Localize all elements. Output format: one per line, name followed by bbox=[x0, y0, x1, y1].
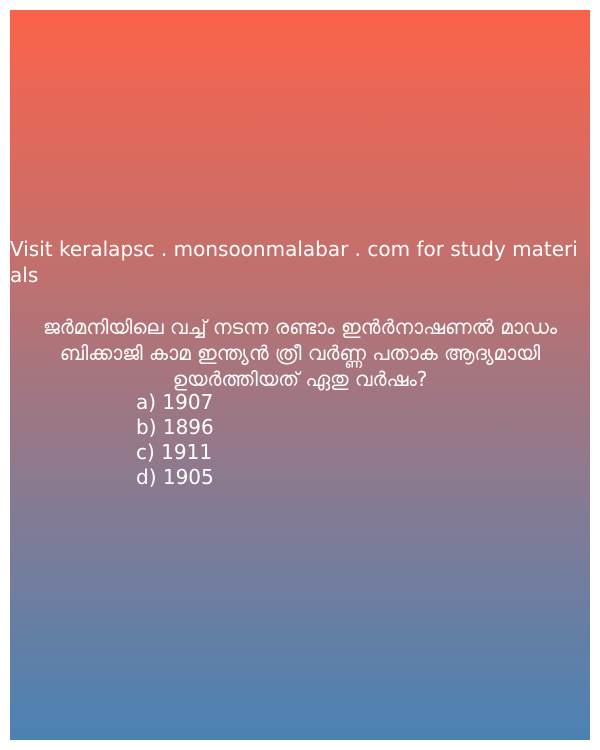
question-card bbox=[10, 10, 590, 740]
question-text: ജർമനിയിലെ വച്ച് നടന്ന രണ്ടാം ഇൻർനാഷണൽ മാഡം ബിക്കാജി കാമ ഇന്ത്യൻ ത്രീ വർണ്ണ പതാക ആദ്യമായി ഉയർത്തിയത് ഏതു വർഷം? bbox=[42, 315, 558, 391]
option-d: d) 1905 bbox=[136, 465, 214, 489]
options-list bbox=[136, 390, 214, 490]
option-a: a) 1907 bbox=[136, 390, 214, 414]
promo-text: Visit keralapsc . monsoonmalabar . com for study materials bbox=[10, 237, 578, 287]
option-c: c) 1911 bbox=[136, 440, 213, 464]
option-b: b) 1896 bbox=[136, 415, 214, 439]
